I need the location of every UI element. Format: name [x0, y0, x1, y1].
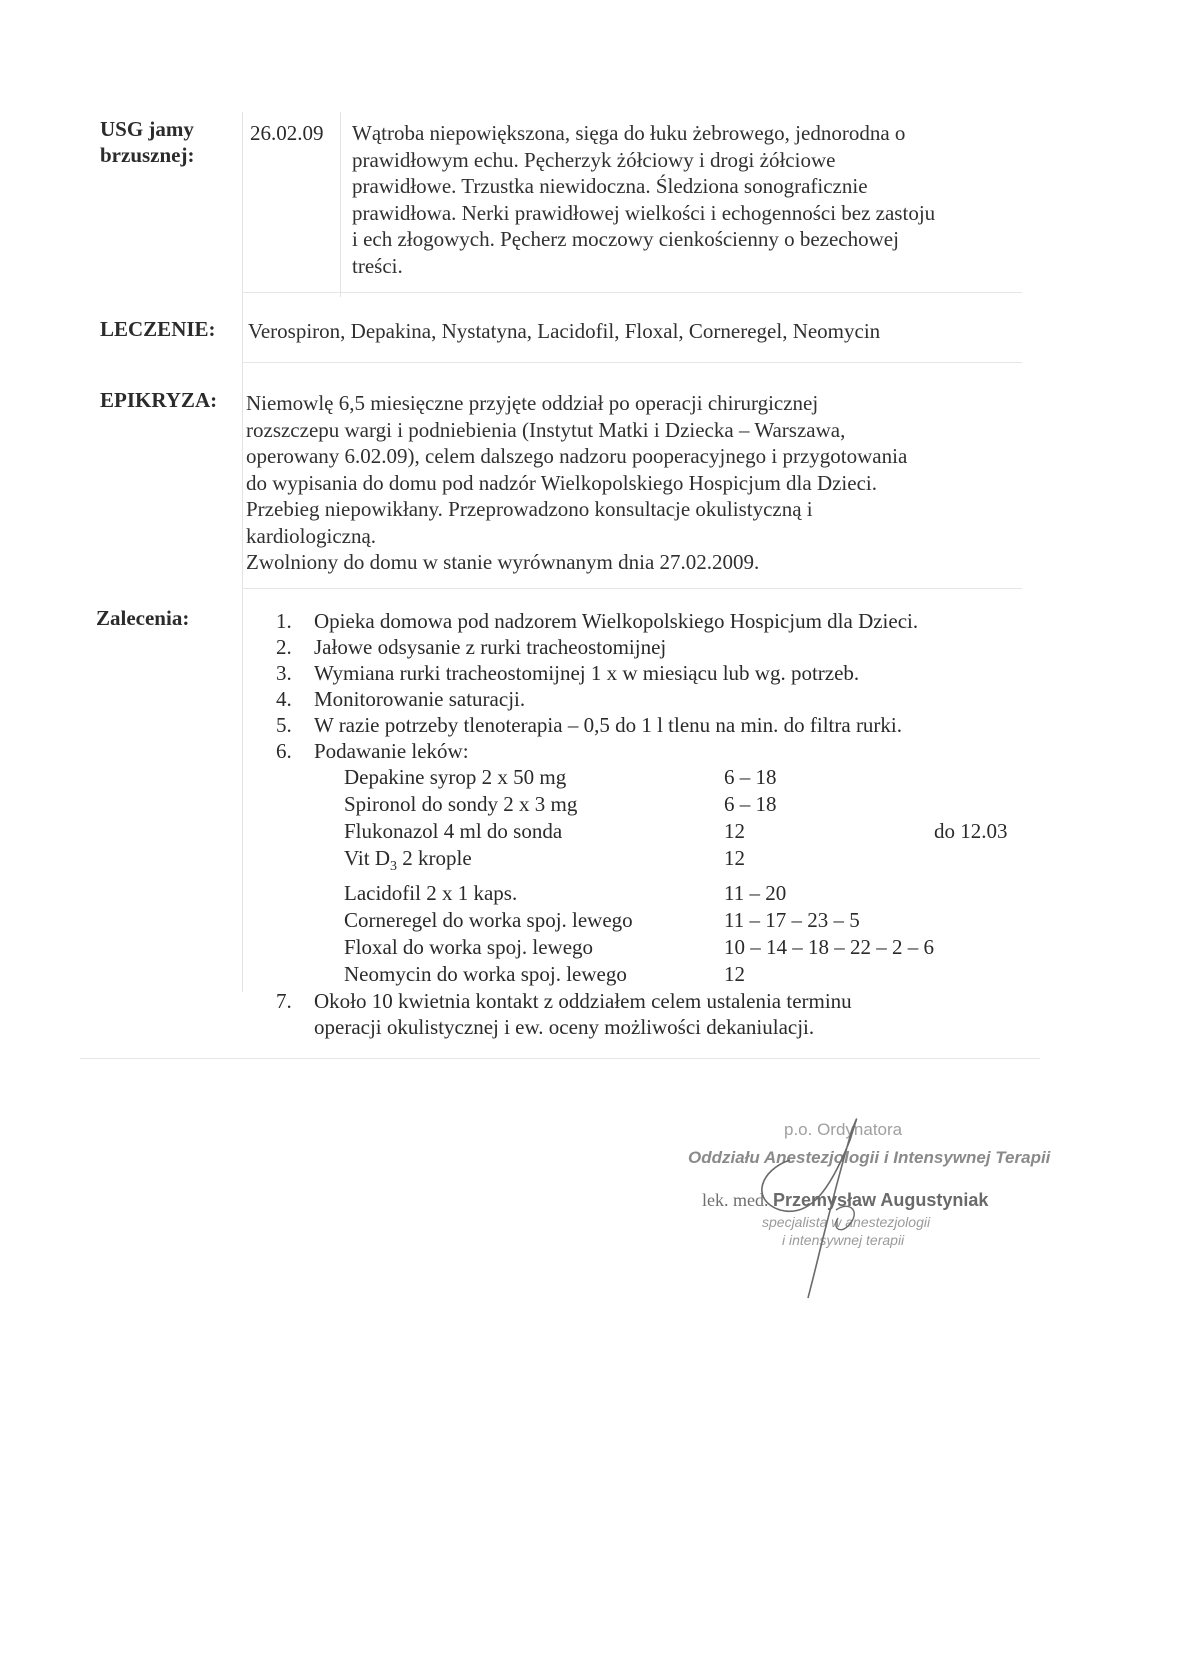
- epikryza-line: operowany 6.02.09), celem dalszego nadzoru pooperacyjnego i przygotowania: [246, 444, 908, 468]
- medication-until: do 12.03: [934, 819, 1008, 843]
- list-item: [262, 988, 1008, 1040]
- medication-name: Flukonazol 4 ml do sonda: [344, 819, 563, 843]
- row-divider: [242, 292, 1022, 293]
- medication-table: [344, 764, 1008, 988]
- epikryza-line: rozszczepu wargi i podniebienia (Instytut Matki i Dziecka – Warszawa,: [246, 417, 846, 442]
- epikryza-line: Przebieg niepowikłany. Przeprowadzono konsultacje okulistyczną i: [246, 497, 813, 521]
- epikryza-text: [246, 390, 907, 576]
- item-text: operacji okulistycznej i ew. oceny możliwości dekaniulacji.: [314, 1015, 815, 1040]
- medication-until: [934, 845, 1008, 880]
- item-number: 1.: [276, 609, 292, 633]
- list-item: [262, 738, 1008, 988]
- medication-row: [344, 764, 1008, 791]
- item-text: Jałowe odsysanie z rurki tracheostomijnej: [314, 635, 667, 659]
- medication-times: 11 – 17 – 23 – 5: [724, 908, 860, 933]
- stamp-title: p.o. Ordynatora: [784, 1120, 903, 1139]
- item-text: Podawanie leków:: [314, 739, 469, 763]
- epikryza-line: do wypisania do domu pod nadzór Wielkopolskiego Hospicjum dla Dzieci.: [246, 470, 877, 495]
- medication-times: 12: [724, 819, 745, 843]
- medication-until: [934, 961, 1008, 988]
- medication-row: [344, 880, 1008, 907]
- medication-times: 11 – 20: [724, 881, 787, 906]
- stamp-name-prefix: lek. med.: [702, 1190, 773, 1210]
- usg-line: prawidłowe. Trzustka niewidoczna. Śledziona sonograficznie: [352, 174, 868, 198]
- usg-label-line2: brzusznej:: [100, 143, 195, 167]
- item-number: 6.: [276, 739, 292, 763]
- usg-line: Wątroba niepowiększona, sięga do łuku żebrowego, jednorodna o: [352, 121, 906, 145]
- medication-name: Depakine syrop 2 x 50 mg: [344, 765, 567, 789]
- usg-date: 26.02.09: [250, 121, 324, 145]
- usg-findings: [352, 120, 1032, 279]
- item-text: W razie potrzeby tlenoterapia – 0,5 do 1 l tlenu na min. do filtra rurki.: [314, 713, 903, 737]
- medication-name: Vit $D_3$ 2 krople: [344, 846, 472, 875]
- medication-name: Neomycin do worka spoj. lewego: [344, 962, 627, 987]
- medication-times: 6 – 18: [724, 765, 777, 789]
- list-item: [262, 634, 1008, 660]
- zalecenia-label: Zalecenia:: [96, 606, 190, 630]
- medication-name: Floxal do worka spoj. lewego: [344, 935, 594, 960]
- medication-times: 10 – 14 – 18 – 22 – 2 – 6: [724, 935, 934, 960]
- item-text: Monitorowanie saturacji.: [314, 687, 526, 711]
- date-divider: [340, 112, 341, 297]
- usg-line: treści.: [352, 253, 403, 278]
- usg-label: [100, 116, 194, 168]
- medication-until: [934, 934, 1008, 961]
- stamp-department: Oddziału Anestezjologii i Intensywnej Terapii: [688, 1148, 1051, 1167]
- medication-times: 6 – 18: [724, 792, 777, 816]
- usg-line: prawidłowym echu. Pęcherzyk żółciowy i drogi żółciowe: [352, 147, 836, 172]
- item-number: 7.: [276, 989, 292, 1014]
- medication-until: [934, 907, 1008, 934]
- epikryza-label: EPIKRYZA:: [100, 388, 218, 412]
- medication-name: Corneregel do worka spoj. lewego: [344, 908, 633, 933]
- list-item: [262, 712, 1008, 738]
- list-item: [262, 608, 1008, 634]
- stamp-name: Przemysław Augustyniak: [772, 1190, 989, 1210]
- medication-row: [344, 934, 1008, 961]
- item-number: 3.: [276, 661, 292, 685]
- medication-row: [344, 818, 1008, 845]
- medication-name: Lacidofil 2 x 1 kaps.: [344, 881, 518, 906]
- medication-times: 12: [724, 846, 745, 870]
- column-divider: [242, 112, 243, 992]
- medication-row: [344, 961, 1008, 988]
- medication-name: Spironol do sondy 2 x 3 mg: [344, 792, 578, 816]
- medication-times: 12: [724, 962, 745, 987]
- recommendations-list: [262, 608, 1008, 1040]
- item-text: Około 10 kwietnia kontakt z oddziałem celem ustalenia terminu: [314, 989, 852, 1014]
- stamp-specialty: specjalista w anestezjologii: [762, 1214, 931, 1230]
- medication-row: [344, 791, 1008, 818]
- usg-line: i ech złogowych. Pęcherz moczowy cienkościenny o bezechowej: [352, 227, 899, 251]
- row-divider: [80, 1058, 1040, 1059]
- item-number: 5.: [276, 713, 292, 737]
- epikryza-line: Niemowlę 6,5 miesięczne przyjęte oddział po operacji chirurgicznej: [246, 391, 819, 415]
- list-item: [262, 660, 1008, 686]
- usg-label-line1: USG jamy: [100, 117, 194, 141]
- leczenie-label: LECZENIE:: [100, 317, 216, 341]
- usg-line: prawidłowa. Nerki prawidłowej wielkości i echogenności bez zastoju: [352, 200, 936, 225]
- medication-until: [934, 764, 1008, 791]
- row-divider: [242, 362, 1022, 363]
- epikryza-line: Zwolniony do domu w stanie wyrównanym dnia 27.02.2009.: [246, 550, 760, 574]
- medication-until: [934, 791, 1008, 818]
- item-text: Wymiana rurki tracheostomijnej 1 x w miesiącu lub wg. potrzeb.: [314, 661, 860, 685]
- medication-until: [934, 880, 1008, 907]
- leczenie-text: Verospiron, Depakina, Nystatyna, Lacidofil, Floxal, Corneregel, Neomycin: [248, 319, 881, 343]
- item-number: 4.: [276, 687, 292, 711]
- stamp-specialty: i intensywnej terapii: [782, 1232, 905, 1248]
- epikryza-line: kardiologiczną.: [246, 523, 377, 548]
- item-text: Opieka domowa pod nadzorem Wielkopolskiego Hospicjum dla Dzieci.: [314, 609, 919, 633]
- handwritten-signature: [740, 1100, 920, 1300]
- medication-row: [344, 845, 1008, 880]
- row-divider: [242, 588, 1022, 589]
- list-item: [262, 686, 1008, 712]
- medication-row: [344, 907, 1008, 934]
- item-number: 2.: [276, 635, 292, 659]
